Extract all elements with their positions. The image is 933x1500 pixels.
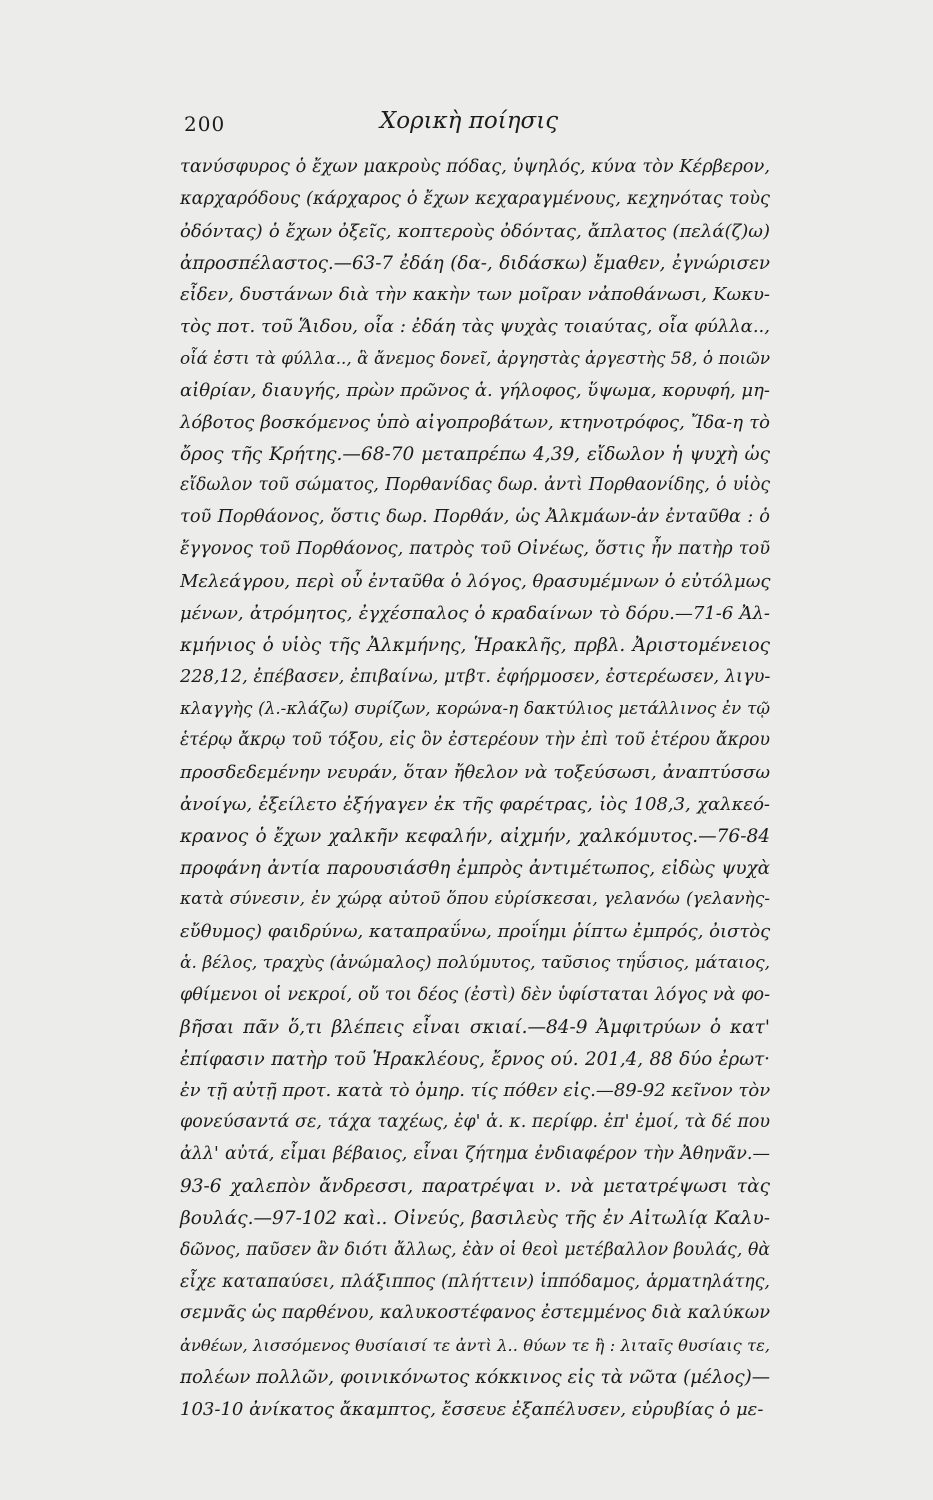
text-line: μένων, ἀτρόμητος, ἐγχέσπαλος ὁ κραδαίνων τὸ δόρυ.—71-6 Ἀλ- [180, 602, 770, 624]
text-line: ἀνοίγω, ἐξείλετο ἐξήγαγεν ἐκ τῆς φαρέτρας, ἰὸς 108,3, χαλκεό- [180, 793, 770, 815]
page-number: 200 [184, 112, 226, 136]
text-line: 228,12, ἐπέβασεν, ἐπιβαίνω, μτβτ. ἐφήρμοσεν, ἐστερέωσεν, λιγυ- [180, 666, 771, 687]
text-line: βῆσαι πᾶν ὅ,τι βλέπεις εἶναι σκιαί.—84-9 Ἀμφιτρύων ὁ κατ' [180, 1016, 770, 1038]
text-line: ἑτέρῳ ἄκρῳ τοῦ τόξου, εἰς ὃν ἐστερέουν τὴν ἐπὶ τοῦ ἑτέρου ἄκρου [180, 730, 770, 751]
text-line: φονεύσαντά σε, τάχα ταχέως, ἐφ' ἁ. κ. περίφρ. ἐπ' ἐμοί, τὰ δέ που [180, 1112, 770, 1133]
text-line: ἀνθέων, λισσόμενος θυσίαισί τε ἀντὶ λ.. θύων τε ἢ : λιταῖς θυσίαις τε, [180, 1336, 770, 1356]
text-line: κατὰ σύνεσιν, ἐν χώρᾳ αὐτοῦ ὅπου εὑρίσκεσαι, γελανόω (γελανὴς- [180, 889, 770, 910]
text-line: ἔγγονος τοῦ Πορθάονος, πατρὸς τοῦ Οἰνέως, ὅστις ἦν πατὴρ τοῦ [180, 539, 770, 560]
text-line: τοῦ Πορθάονος, ὅστις δωρ. Πορθάν, ὡς Ἀλκμάων-ἀν ἐνταῦθα : ὁ [180, 507, 770, 528]
text-line: ὄρος τῆς Κρήτης.—68-70 μεταπρέπω 4,39, εἴδωλον ἡ ψυχὴ ὡς [180, 443, 770, 465]
text-line: εὔθυμος) φαιδρύνω, καταπραΰνω, προΐημι ῥίπτω ἐμπρός, ὀιστὸς [180, 921, 771, 943]
text-line: εἶδεν, δυστάνων διὰ τὴν κακὴν των μοῖραν νἀποθάνωσι, Κωκυ- [180, 284, 770, 306]
text-line: κρανος ὁ ἔχων χαλκῆν κεφαλήν, αἰχμήν, χαλκόμυτος.—76-84 [180, 825, 770, 847]
text-line: εἶχε καταπαύσει, πλάξιππος (πλήττειν) ἱππόδαμος, ἁρματηλάτης, [180, 1271, 770, 1292]
text-line: δῶνος, παῦσεν ἂν διότι ἄλλως, ἐὰν οἱ θεοὶ μετέβαλλον βουλάς, θὰ [180, 1239, 770, 1260]
text-line: Μελεάγρου, περὶ οὗ ἐνταῦθα ὁ λόγος, θρασυμέμνων ὁ εὐτόλμως [180, 570, 771, 592]
text-line: κλαγγὴς (λ.-κλάζω) συρίζων, κορώνα-η δακτύλιος μετάλλινος ἐν τῷ [180, 698, 770, 719]
text-line: τανύσφυρος ὁ ἔχων μακροὺς πόδας, ὑψηλός, κύνα τὸν Κέρβερον, [180, 157, 770, 177]
text-line: πολέων πολλῶν, φοινικόνωτος κόκκινος εἰς τὰ νῶτα (μέλος)— [180, 1367, 770, 1389]
text-line: προφάνη ἀντία παρουσιάσθη ἐμπρὸς ἀντιμέτωπος, εἰδὼς ψυχὰ [180, 857, 770, 879]
text-line: ἀπροσπέλαστος.—63-7 ἐδάη (δα-, διδάσκω) ἔμαθεν, ἐγνώρισεν [180, 252, 770, 274]
text-line: αἰθρίαν, διαυγής, πρὼν πρῶνος ἁ. γήλοφος, ὕψωμα, κορυφή, μη- [180, 379, 770, 401]
text-line: 103-10 ἀνίκατος ἄκαμπτος, ἔσσευε ἐξαπέλυσεν, εὐρυβίας ὁ με- [180, 1398, 764, 1420]
text-line: ἐπίφασιν πατὴρ τοῦ Ἡρακλέους, ἔρνος ού. 201,4, 88 δύο ἐρωτ· [180, 1048, 770, 1070]
text-line: φθίμενοι οἱ νεκροί, οὔ τοι δέος (ἐστὶ) δὲν ὑφίσταται λόγος νὰ φο- [180, 984, 770, 1005]
text-line: εἴδωλον τοῦ σώματος, Πορθανίδας δωρ. ἀντὶ Πορθαονίδης, ὁ υἱὸς [180, 475, 770, 496]
text-line: οἷά ἐστι τὰ φύλλα.., ἃ ἄνεμος δονεῖ, ἀργηστὰς ἀργεστὴς 58, ὁ ποιῶν [180, 348, 770, 369]
text-line: βουλάς.—97-102 καὶ.. Οἰνεύς, βασιλεὺς τῆς ἐν Αἰτωλίᾳ Καλυ- [180, 1207, 770, 1229]
text-line: προσδεδεμένην νευράν, ὅταν ἤθελον νὰ τοξεύσωσι, ἀναπτύσσω [180, 762, 770, 784]
text-line: ἀλλ' αὐτά, εἶμαι βέβαιος, εἶναι ζήτημα ἐνδιαφέρον τὴν Ἀθηνᾶν.— [180, 1144, 770, 1165]
text-line: καρχαρόδους (κάρχαρος ὁ ἔχων κεχαραγμένους, κεχηνότας τοὺς [180, 188, 770, 209]
running-title: Χορικὴ ποίησις [379, 108, 559, 134]
text-line: ὀδόντας) ὁ ἔχων ὀξεῖς, κοπτεροὺς ὀδόντας, ἄπλατος (πελά(ζ)ω) [180, 220, 770, 242]
text-line: ἁ. βέλος, τραχὺς (ἀνώμαλος) πολύμυτος, ταῦσιος τηΰσιος, μάταιος, [180, 953, 770, 974]
text-line: λόβοτος βοσκόμενος ὑπὸ αἰγοπροβάτων, κτηνοτρόφος, Ἴδα-η τὸ [180, 411, 770, 433]
text-line: ἐν τῇ αὐτῇ προτ. κατὰ τὸ ὁμηρ. τίς πόθεν εἰς.—89-92 κεῖνον τὸν [180, 1080, 771, 1102]
page-header [184, 108, 754, 142]
commentary-text [180, 152, 770, 1426]
text-line: σεμνᾶς ὡς παρθένου, καλυκοστέφανος ἐστεμμένος διὰ καλύκων [180, 1303, 770, 1324]
text-line: κμήνιος ὁ υἱὸς τῆς Ἀλκμήνης, Ἡρακλῆς, πρβλ. Ἀριστομένειος [180, 634, 770, 656]
text-line: 93-6 χαλεπὸν ἄνδρεσσι, παρατρέψαι ν. νὰ μετατρέψωσι τὰς [180, 1176, 770, 1197]
text-line: τὸς ποτ. τοῦ Ἅιδου, οἷα : ἐδάη τὰς ψυχὰς τοιαύτας, οἷα φύλλα.., [180, 316, 770, 338]
